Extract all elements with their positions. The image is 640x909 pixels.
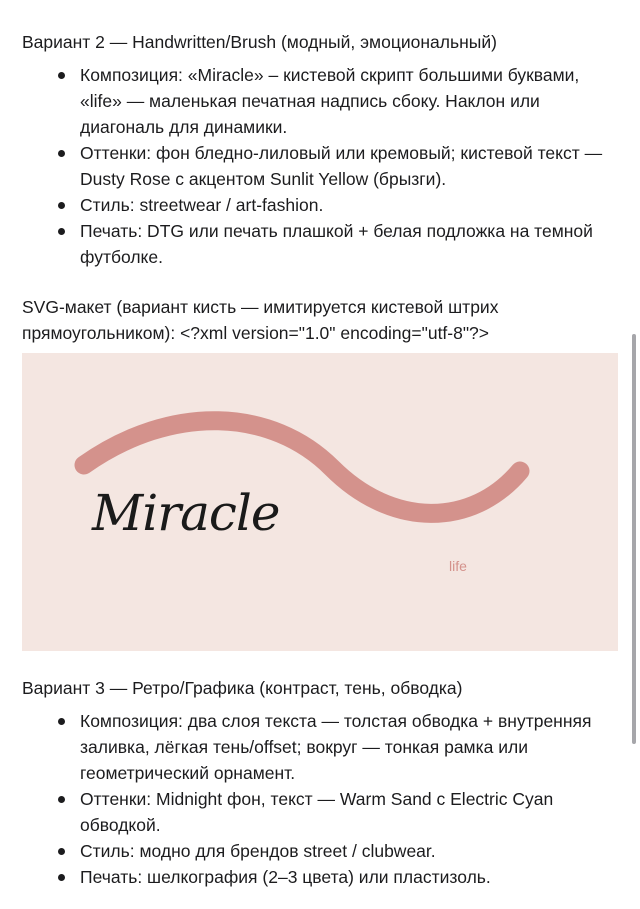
section-3-bullet-list [22, 708, 622, 890]
list-item: Оттенки: фон бледно-лиловый или кремовый; кистевой текст — Dusty Rose с акцентом Sunlit Yellow (брызги). [22, 140, 622, 192]
list-item: Композиция: два слоя текста — толстая обводка + внутренняя заливка, лёгкая тень/offset; вокруг — тонкая рамка или геометрический орнамент. [22, 708, 622, 786]
vertical-scrollbar[interactable] [632, 334, 636, 744]
life-small-text: life [449, 558, 467, 574]
list-item: Печать: DTG или печать плашкой + белая подложка на темной футболке. [22, 218, 622, 270]
list-item: Стиль: streetwear / art-fashion. [22, 192, 622, 218]
section-3-heading: Вариант 3 — Ретро/Графика (контраст, тень, обводка) [22, 678, 463, 698]
list-item: Стиль: модно для брендов street / clubwear. [22, 838, 622, 864]
list-item: Печать: шелкография (2–3 цвета) или пластизоль. [22, 864, 622, 890]
list-item: Оттенки: Midnight фон, текст — Warm Sand с Electric Cyan обводкой. [22, 786, 622, 838]
section-2-heading: Вариант 2 — Handwritten/Brush (модный, эмоциональный) [22, 32, 497, 52]
miracle-script-text: Miracle [92, 484, 280, 542]
section-2-bullet-list [22, 62, 622, 270]
svg-mockup-preview [22, 353, 618, 651]
list-item: Композиция: «Miracle» – кистевой скрипт большими буквами, «life» — маленькая печатная надпись сбоку. Наклон или диагональ для динамики. [22, 62, 622, 140]
svg-mockup-caption: SVG-макет (вариант кисть — имитируется кистевой штрих прямоугольником): <?xml version="1.0" encoding="utf-8"?> [22, 297, 499, 343]
